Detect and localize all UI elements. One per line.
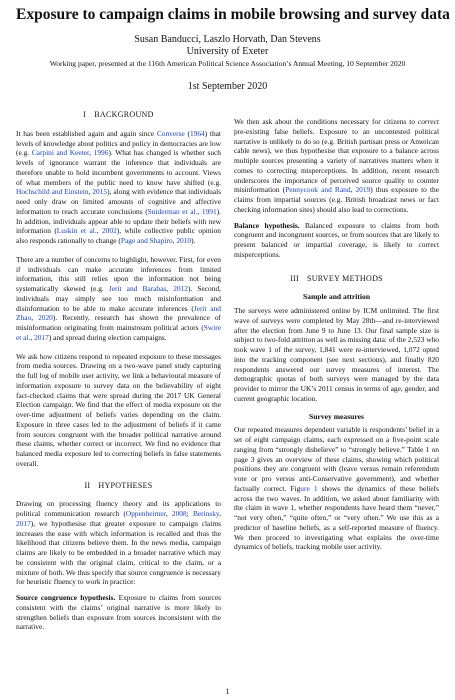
hypotheses-paragraph-1: Drawing on processing fluency theory and its applications to political communication research (Oppenheimer, 2008; Berinsky, 2017), we hypothesise that greater exposure to campaign claims increases the ease with which information is recalled and thus the likelihood that citizens believe them. In the news media, campaign claims are likely to be embedded in a broader narrative which may be consistent with the original claim, critical to the claim, or a mixture of both. We thus specify that source congruence is necessary for heuristic fluency to work in practice:: [16, 499, 222, 587]
hypotheses-paragraph-2: We then ask about the conditions necessary for citizens to correct pre-existing false beliefs. Exposure to an uncontested political narrative is unlikely to do so (e.g. British partisan press or American cable news), we thus hypothesise that exposure to a balance across multiple sources presenting a variety of narratives matters when it comes to correcting misperceptions. In addition, recent research underscores the importance of perceived source quality to counter misinformation (Pennycook and Rand, 2019) thus exposure to the claims from impartial sources (e.g. British broadcast news or fact checking information sites) should also lead to corrections.: [234, 117, 439, 214]
section-heading-methods: [234, 274, 439, 284]
right-column: [234, 105, 439, 632]
citation-link[interactable]: Luskin et al.: [56, 226, 97, 236]
background-paragraph-2: There are a number of concerns to highlight, however. First, for even if individuals can make accurate inferences from limited information, this still relies upon the information not being systematically skewed (e.g. Jerit and Barabas, 2012). Second, individuals may simply see too much misinformation and disinformation to be able to make accurate inferences (Jerit and Zhao, 2020). Recently, research has shown the prevalence of misinformation originating from mainstream political actors (Swire et al., 2017) and spread during election campaigns.: [16, 254, 221, 342]
citation-link[interactable]: Pennycook and Rand: [285, 185, 351, 195]
citation-link[interactable]: 2008: [171, 509, 187, 518]
citation-link[interactable]: Converse: [156, 128, 185, 138]
page-number: 1: [225, 687, 230, 696]
citation-link[interactable]: 1991: [201, 206, 217, 216]
two-column-body: [16, 105, 439, 632]
citation-link[interactable]: 2010: [176, 236, 192, 245]
citation-link[interactable]: 2019: [355, 185, 371, 195]
figure-link[interactable]: ure 1: [300, 483, 318, 493]
affiliation: University of Exeter: [186, 46, 269, 57]
citation-link[interactable]: 2002: [101, 226, 117, 236]
citation-link[interactable]: Jerit and Zhao: [16, 303, 221, 323]
citation-link[interactable]: 2015: [92, 187, 108, 197]
citation-link[interactable]: Sniderman et al.: [147, 206, 198, 216]
paper-date: 1st September 2020: [187, 81, 268, 92]
left-column: [16, 105, 221, 632]
citation-link[interactable]: 1964: [189, 128, 205, 138]
methods-paragraph-1: The surveys were administered online by ICM unlimited. The first wave of surveys were completed by May 28th—and re-interviewed after the election from June 9 to June 13. Our final sample size is subject to two-fold attrition as well as missing data: of the 2,523 who took wave 1 of the survey, 1,841 were re-interviewed, 1,072 opted into the tracking component (see next sections), and finally 820 respondents answered our survey measures of interest. The demographic quotas of both surveys were managed by the data provider to mirror the UK’s 2011 census in terms of age, gender, and current geographic location.: [234, 306, 439, 403]
citation-link[interactable]: 1996: [93, 148, 109, 158]
presentation-note: Working paper, presented at the 116th American Political Science Association’s Annual Meeting, 10 September 2020: [49, 59, 406, 68]
citation-link[interactable]: 2017: [34, 332, 49, 342]
section-number: I: [83, 110, 87, 119]
citation-link[interactable]: Swire et al.: [16, 323, 221, 342]
citation-link[interactable]: 2017: [16, 518, 31, 528]
methods-paragraph-2: Our repeated measures dependent variable is respondents’ belief in a set of eight campaign claims, each expressed on a five-point scale ranging from “strongly disbelieve” to “strongly believe.” Table 1 on page 3 gives an overview of these claims, showing which political positions they are congruent with (leave versus remain referendum vote or pro versus anti-Conservative government), and whether factually correct. Figure 1 shows the dynamics of these beliefs across the two waves. In addition, we asked about familiarity with the claim in wave 1, whether respondents have heard them “never,” “not very often,” “quite often,” or “very often.” We use this as a predictor of baseline beliefs, as a self-reported measure of fluency. We then proceed to investigating what explains the over-time dynamics of beliefs, tracking mobile user activity.: [234, 425, 439, 552]
section-number: III: [290, 273, 299, 283]
section-heading-background: [16, 110, 221, 120]
section-number: II: [84, 480, 91, 490]
section-heading-hypotheses: [16, 481, 221, 491]
paper-title: Exposure to campaign claims in mobile browsing and survey data: [16, 6, 450, 23]
section-title: HYPOTHESES: [98, 480, 153, 490]
hypothesis-label: Source congruence hypothesis.: [16, 593, 116, 602]
citation-link[interactable]: Page and Shapiro: [120, 236, 173, 245]
background-paragraph-1: It has been established again and again since Converse (1964) that levels of knowledge about politics and policy in democracies are low (e.g. Carpini and Keeter, 1996). What has changed is whether such levels of ignorance warrant the inference that individuals are therefore unable to hold incumbent governments to account. Views of what members of the public need to know have shifted (e.g. Hochschild and Einstein, 2015), along with evidence that individuals need only draw on limited amounts of cognitive and affective information to reach accurate conclusions (Sniderman et al., 1991). In addition, individuals appear able to update their beliefs with new information (Luskin et al., 2002), while collective public opinion also responds rationally to change (Page and Shapiro, 2010).: [16, 128, 222, 245]
citation-link[interactable]: 2020: [38, 313, 53, 323]
citation-link[interactable]: Carpini and Keeter: [31, 148, 90, 158]
hypothesis-text: Balanced exposure to claims from both congruent and incongruent sources, or from sources that are likely to present balanced or impartial coverage, is likely to correct misperceptions.: [234, 220, 439, 259]
subsection-heading-measures: Survey measures: [309, 411, 364, 421]
citation-link[interactable]: Jerit and Barabas: [108, 284, 167, 293]
citation-link[interactable]: Berinsky: [192, 509, 220, 518]
citation-link[interactable]: 2012: [173, 284, 188, 293]
hypothesis-balance: [234, 221, 439, 260]
section-title: BACKGROUND: [94, 110, 154, 119]
subsection-heading-sample: Sample and attrition: [302, 292, 371, 302]
background-paragraph-3: We ask how citizens respond to repeated exposure to these messages from media sources. Drawing on a two-wave panel study capturing the full log of mobile user activity, we link a behavioural measure of information exposure to survey data on the believability of eight fact-checked claims that were spread during the 2017 UK General Election campaign. We find that the effect of media exposure on the over-time adjustment of beliefs varies depending on the claim. Exposure in three cases led to the adjustment of beliefs if it came from sources congruent with the broader political narrative around these claims, whether correct or incorrect. We find no evidence that balanced media exposure led to correcting beliefs in false statements overall.: [16, 351, 221, 468]
hypothesis-text: Exposure to claims from sources consistent with the claims’ original narrative is more likely to strengthen beliefs than exposure from sources inconsistent with the narrative.: [16, 593, 221, 632]
citation-link[interactable]: Hochschild and Einstein: [16, 187, 89, 197]
hypothesis-source-congruence: [16, 593, 221, 632]
author-list: Susan Banducci, Laszlo Horvath, Dan Stevens: [134, 34, 321, 45]
section-title: SURVEY METHODS: [306, 273, 383, 283]
citation-link[interactable]: Oppenheimer: [125, 509, 166, 518]
hypothesis-label: Balance hypothesis.: [234, 220, 300, 230]
